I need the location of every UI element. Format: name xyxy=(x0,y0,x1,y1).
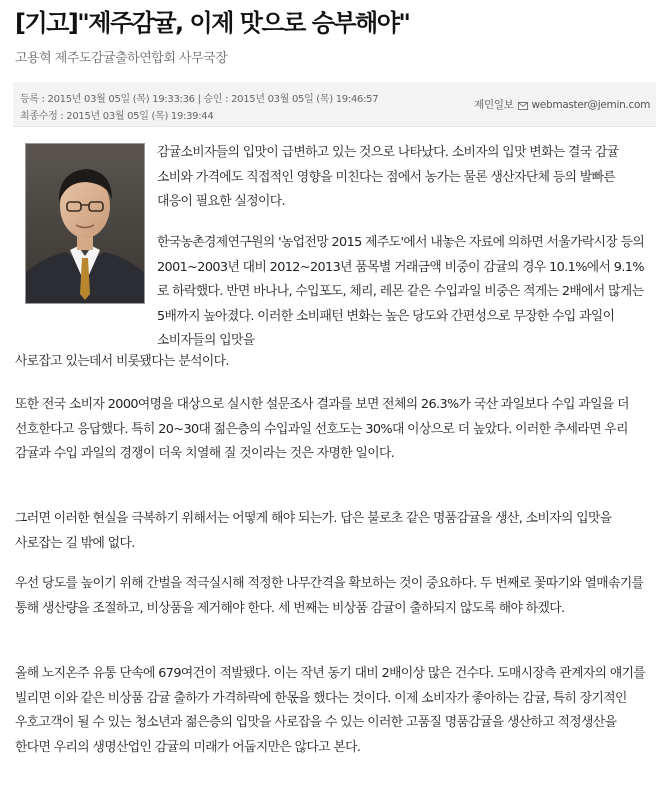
source-name: 제민일보 xyxy=(474,99,514,111)
article-meta-box xyxy=(13,82,656,127)
paragraph-5: 우선 당도를 높이기 위해 간벌을 적극실시해 적정한 나무간격을 확보하는 것이 중요하다. 두 번째로 꽃따기와 열매솎기를 통해 생산량을 조절하고, 비상품을 제거해야 한다. 세 번째는 비상품 감귤이 출하되지 않도록 해야 하겠다. xyxy=(15,576,644,616)
article-title: [기고]"제주감귤, 이제 맛으로 승부해야" xyxy=(15,9,410,37)
paragraph-2-part-2: 사로잡고 있는데서 비롯됐다는 분석이다. xyxy=(15,354,229,369)
registered-date: 등록 : 2015년 03월 05일 (목) 19:33:36 | 승인 : 2015년 03월 05일 (목) 19:46:57 xyxy=(20,94,379,105)
source-info xyxy=(474,97,650,112)
paragraph-6: 올해 노지온주 유통 단속에 679여건이 적발됐다. 이는 작년 동기 대비 2배이상 많은 건수다. 도매시장측 관계자의 얘기를 빌리면 이와 같은 비상품 감귤 출하가 가격하락에 한몫을 했다는 것이다. 이제 소비자가 좋아하는 감귤, 특히 장기적인 우호고객이 될 수 있는 청소년과 젊은층의 입맛을 사로잡을 수 있는 이러한 고품질 명품감귤을 생산하고 적정생산을 한다면 우리의 생명산업인 감귤의 미래가 어둡지만은 않다고 본다. xyxy=(15,666,646,755)
mail-icon xyxy=(518,101,528,109)
paragraph-1: 감귤소비자들의 입맛이 급변하고 있는 것으로 나타났다. 소비자의 입맛 변화는 결국 감귤 소비와 가격에도 직접적인 영향을 미친다는 점에서 농가는 물론 생산자단체 등의 발빠른 대응이 필요한 실정이다. xyxy=(157,145,619,209)
email-link[interactable]: webmaster@jemin.com xyxy=(531,98,650,111)
author-photo xyxy=(25,143,145,304)
paragraph-2-part-1: 한국농촌경제연구원의 '농업전망 2015 제주도'에서 내놓은 자료에 의하면 서울가락시장 등의 2001~2003년 대비 2012~2013년 품목별 거래금액 비중이 감귤의 경우 10.1%에서 9.1%로 하락했다. 반면 바나나, 수입포도, 체리, 레몬 같은 수입과일 비중은 적게는 2배에서 많게는 5배까지 높아졌다. 이러한 소비패턴 변화는 높은 당도와 간편성으로 무장한 수입 과일이 소비자들의 입맛을 xyxy=(157,235,645,348)
author-byline: 고용혁 제주도감귤출하연합회 사무국장 xyxy=(15,51,228,66)
paragraph-3: 또한 전국 소비자 2000여명을 대상으로 실시한 설문조사 결과를 보면 전체의 26.3%가 국산 과일보다 수입 과일을 더 선호한다고 응답했다. 특히 20~30대 젊은층의 수입과일 선호도는 30%대 이상으로 더 높았다. 이러한 추세라면 우리 감귤과 수입 과일의 경쟁이 더욱 치열해 질 것이라는 것은 자명한 일이다. xyxy=(15,397,629,461)
modified-date: 최종수정 : 2015년 03월 05일 (목) 19:39:44 xyxy=(20,111,214,122)
paragraph-4: 그러면 이러한 현실을 극복하기 위해서는 어떻게 해야 되는가. 답은 불로초 같은 명품감귤을 생산, 소비자의 입맛을 사로잡는 길 밖에 없다. xyxy=(15,511,612,551)
